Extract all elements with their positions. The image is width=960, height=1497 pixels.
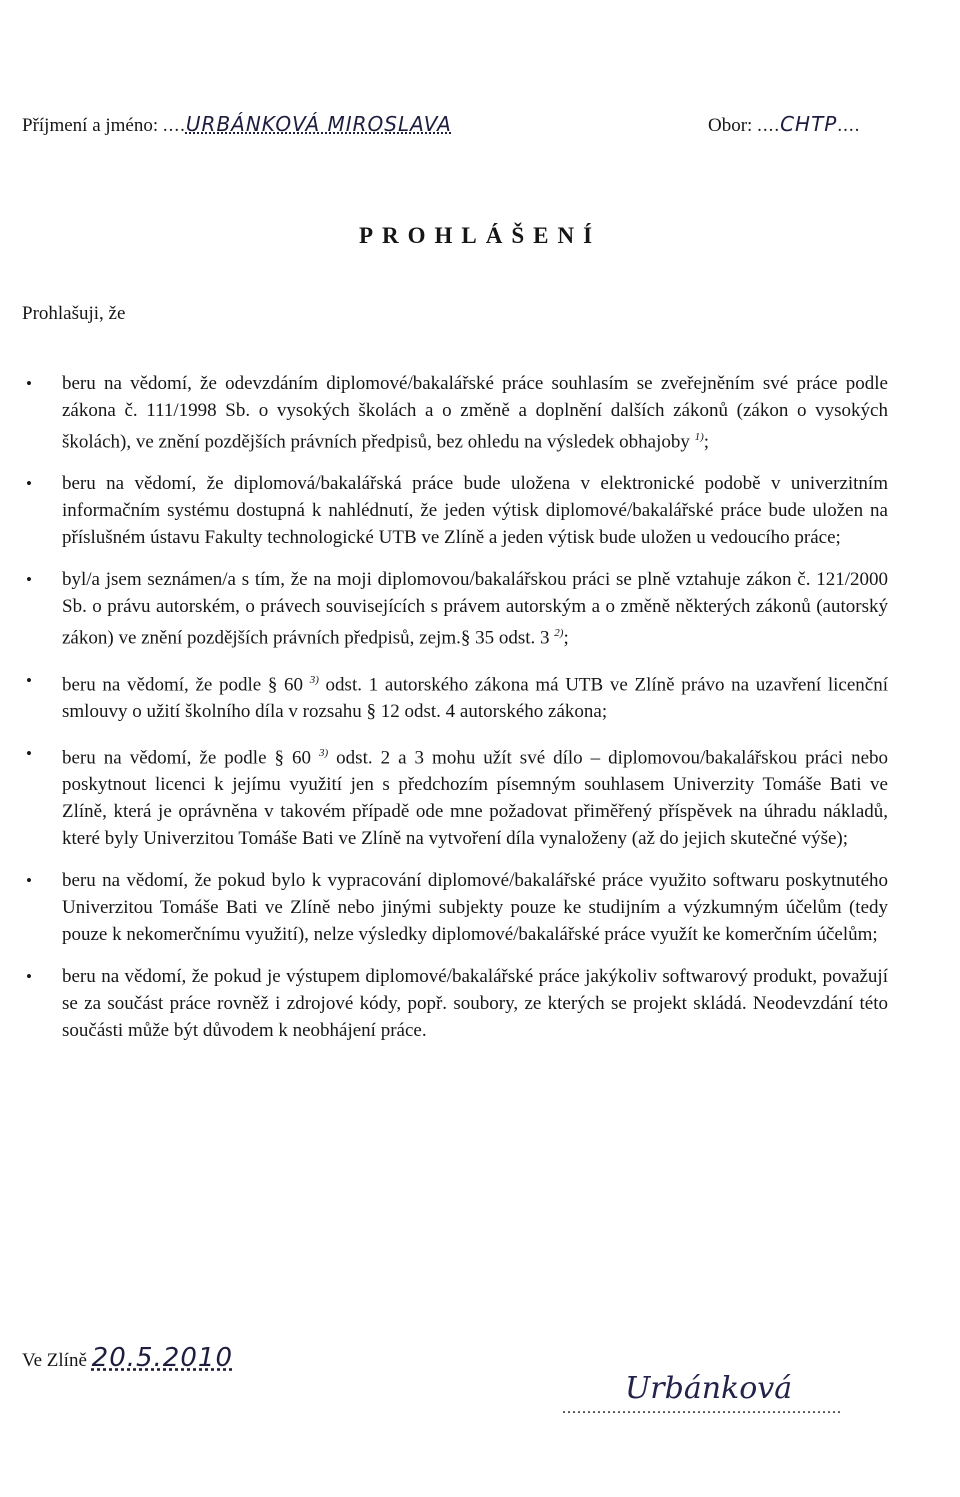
name-label: Příjmení a jméno: [22, 115, 159, 136]
obor-dots: .... [757, 115, 781, 136]
name-value: URBÁNKOVÁ MIROSLAVA [185, 112, 452, 136]
signature-line: ........................................................ [562, 1400, 842, 1417]
item-tail: odst. 1 autorského zákona má UTB ve Zlíně právo na uzavření licenční smlouvy o užití školního díla v rozsahu § 12 odst. 4 autorského zákona; [62, 673, 888, 722]
footnote-ref: 3) [319, 746, 329, 759]
obor-row [708, 112, 860, 137]
page-title: PROHLÁŠENÍ [358, 223, 602, 248]
footnote-ref: 3) [309, 673, 319, 686]
list-item [22, 867, 888, 948]
obor-dots-after: .... [837, 115, 861, 136]
item-tail: odst. 2 a 3 mohu užít své dílo – diplomovou/bakalářskou práci nebo poskytnout licenci k jejímu využití jen s předchozím písemným souhlasem Univerzity Tomáše Bati ve Zlíně, která je oprávněna v takovém případě ode mne požadovat přiměřený příspěvek na úhradu nákladů, které byly Univerzitou Tomáše Bati ve Zlíně na vytvoření díla vynaloženy (až do jejich skutečné výše); [62, 747, 888, 850]
item-tail: ; [703, 431, 710, 453]
item-text: beru na vědomí, že pokud bylo k vypracování diplomové/bakalářské práce využito softwaru poskytnutého Univerzitou Tomáše Bati ve Zlíně nebo jinými subjekty pouze ke studijním a výzkumným účelům (tedy pouze k nekomerčnímu využití), nelze výsledky diplomové/bakalářské práce využít ke komerčním účelům; [62, 870, 888, 946]
declaration-list [22, 370, 888, 1059]
date-value: 20.5.2010 [91, 1343, 233, 1373]
item-text: beru na vědomí, že pokud je výstupem diplomové/bakalářské práce jakýkoliv softwarový produkt, považují se za součást práce rovněž i zdrojové kódy, popř. soubory, ze kterých se projekt skládá. Neodevzdání této součásti může být důvodem k neobhájení práce. [62, 966, 888, 1042]
obor-value: CHTP [780, 112, 838, 136]
list-item [22, 470, 888, 551]
item-tail: ; [563, 627, 569, 649]
name-dots: .... [162, 115, 186, 136]
list-item [22, 740, 888, 852]
list-item [22, 963, 888, 1044]
footnote-ref: 2) [554, 627, 564, 640]
item-text: beru na vědomí, že podle § 60 [62, 747, 312, 769]
item-text: beru na vědomí, že diplomová/bakalářská práce bude uložena v elektronické podobě v univerzitním informačním systému dostupná k nahlédnutí, že jeden výtisk diplomové/bakalářské práce bude uložen na příslušném ústavu Fakulty technologické UTB ve Zlíně a jeden výtisk bude uložen u vedoucího práce; [62, 473, 888, 549]
place-label: Ve Zlíně [22, 1350, 87, 1371]
intro-text: Prohlašuji, že [22, 303, 126, 324]
signature: Urbánková [625, 1371, 793, 1406]
obor-label: Obor: [708, 115, 753, 136]
place-date-row [22, 1343, 233, 1373]
item-text: byl/a jsem seznámen/a s tím, že na moji diplomovou/bakalářskou práci se plně vztahuje zákon č. 121/2000 Sb. o právu autorském, o právech souvisejících s právem autorským a o změně některých zákonů (autorský zákon) ve znění pozdějších právních předpisů, zejm.§ 35 odst. 3 [62, 569, 888, 649]
list-item [22, 667, 888, 725]
list-item [22, 370, 888, 455]
name-row [22, 112, 452, 137]
item-text: beru na vědomí, že podle § 60 [62, 673, 304, 695]
list-item [22, 566, 888, 651]
item-text: beru na vědomí, že odevzdáním diplomové/bakalářské práce souhlasím se zveřejněním své práce podle zákona č. 111/1998 Sb. o vysokých školách a o změně a doplnění dalších zákonů (zákon o vysokých školách), ve znění pozdějších právních předpisů, bez ohledu na výsledek obhajoby [62, 373, 888, 453]
footnote-ref: 1) [694, 431, 704, 443]
